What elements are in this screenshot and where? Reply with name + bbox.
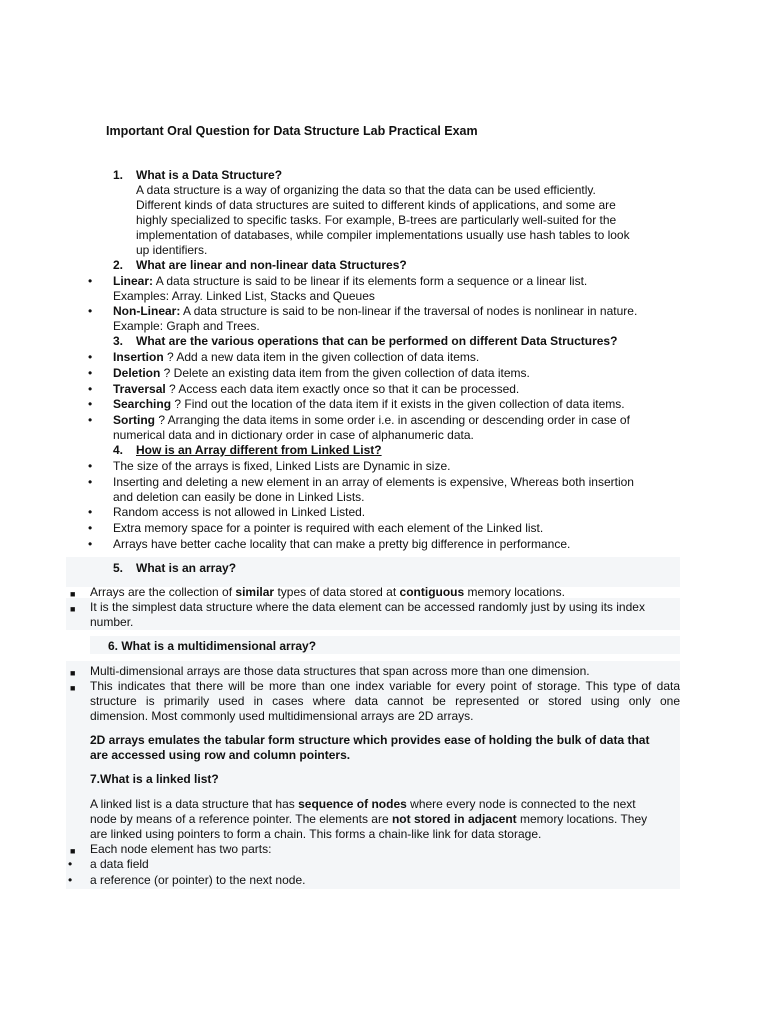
list-item: [113, 350, 683, 365]
bold-term: sequence of nodes: [298, 797, 407, 811]
bullet-dot: •: [88, 521, 93, 535]
bullet-dot: •: [88, 274, 93, 288]
list-item-continuation: dimension. Most commonly used multidimensional arrays are 2D arrays.: [90, 709, 474, 723]
paragraph-line: are linked using pointers to form a chain. This forms a chain-like link for data storage.: [90, 827, 542, 841]
term: Sorting: [113, 413, 155, 427]
bullet-dot: •: [88, 537, 93, 551]
bullet-dot: •: [88, 459, 93, 473]
list-item: [113, 413, 683, 428]
q1-answer-line: implementation of databases, while compiler implementations usually use hash tables to look: [136, 228, 630, 242]
list-item: Extra memory space for a pointer is required with each element of the Linked list.: [113, 521, 544, 535]
bullet-dot: •: [68, 857, 73, 871]
term: Insertion: [113, 350, 164, 364]
bullet-dot: •: [88, 366, 93, 380]
term: Searching: [113, 397, 172, 411]
q2-question: What are linear and non-linear data Structures?: [136, 258, 407, 272]
text: Arrays are the collection of: [90, 585, 236, 599]
list-item-continuation: numerical data and in dictionary order in case of alphanumeric data.: [113, 428, 474, 442]
q7-heading: 7.What is a linked list?: [90, 772, 219, 786]
list-item-continuation: Example: Graph and Trees.: [113, 319, 260, 333]
q3-question: What are the various operations that can be performed on different Data Structures?: [136, 334, 618, 348]
list-item-continuation: number.: [90, 615, 134, 629]
bullet-dot: •: [88, 397, 93, 411]
q4-question-text: How is an Array different from Linked List?: [136, 443, 382, 457]
text: types of data stored at: [274, 585, 400, 599]
square-bullet: ■: [70, 846, 76, 856]
bullet-dot: •: [88, 505, 93, 519]
list-item: [113, 274, 683, 289]
list-item-continuation: Examples: Array. Linked List, Stacks and Queues: [113, 289, 375, 303]
paragraph-line: [90, 812, 680, 827]
text: A linked list is a data structure that has: [90, 797, 299, 811]
q4-number: 4.: [113, 443, 124, 457]
list-item: Inserting and deleting a new element in an array of elements is expensive, Whereas both insertion: [113, 475, 634, 489]
q1-number: 1.: [113, 168, 124, 182]
list-item: Random access is not allowed in Linked Listed.: [113, 505, 366, 519]
bullet-dot: •: [68, 873, 73, 887]
q6-heading: 6. What is a multidimensional array?: [108, 639, 317, 653]
list-item: The size of the arrays is fixed, Linked Lists are Dynamic in size.: [113, 459, 451, 473]
bullet-dot: •: [88, 475, 93, 489]
q2-number: 2.: [113, 258, 124, 272]
list-item-continuation: structure is primarily used in cases where data cannot be represented or stored using only one: [90, 694, 680, 708]
q1-answer-line: Different kinds of data structures are suited to different kinds of applications, and some are: [136, 198, 616, 212]
bullet-dot: •: [88, 350, 93, 364]
item-text: ? Access each data item exactly once so that it can be processed.: [165, 382, 520, 396]
list-item: Arrays have better cache locality that can make a pretty big difference in performance.: [113, 537, 571, 551]
q1-answer-line: up identifiers.: [136, 243, 208, 257]
text: memory locations. They: [516, 812, 648, 826]
item-text: ? Arranging the data items in some order i.e. in ascending or descending order in case of: [155, 413, 630, 427]
square-bullet: ■: [70, 683, 76, 693]
list-item: [113, 397, 683, 412]
term: Non-Linear:: [113, 304, 181, 318]
bold-paragraph-line: 2D arrays emulates the tabular form structure which provides ease of holding the bulk of data that: [90, 733, 650, 747]
q5-number: 5.: [113, 561, 124, 575]
list-item: [90, 585, 680, 600]
item-text: ? Add a new data item in the given collection of data items.: [163, 350, 480, 364]
q5-question: What is an array?: [136, 561, 237, 575]
bold-paragraph-line: are accessed using row and column pointers.: [90, 748, 351, 762]
list-item: [113, 382, 683, 397]
text: where every node is connected to the next: [406, 797, 636, 811]
bold-term: similar: [235, 585, 275, 599]
q4-question: [136, 443, 382, 458]
list-item-continuation: and deletion can easily be done in Linked Lists.: [113, 490, 365, 504]
bullet-dot: •: [88, 382, 93, 396]
bold-term: not stored in adjacent: [391, 812, 517, 826]
item-text: ? Find out the location of the data item if it exists in the given collection of data items.: [171, 397, 625, 411]
square-bullet: ■: [70, 604, 76, 614]
list-item: [113, 366, 683, 381]
square-bullet: ■: [70, 589, 76, 599]
list-item: a reference (or pointer) to the next node.: [90, 873, 306, 887]
list-item: a data field: [90, 857, 149, 871]
bold-term: contiguous: [399, 585, 465, 599]
q1-answer-line: highly specialized to specific tasks. For example, B-trees are particularly well-suited for the: [136, 213, 617, 227]
list-item: This indicates that there will be more than one index variable for every point of storage. This type of data: [90, 679, 680, 693]
q1-question: What is a Data Structure?: [136, 168, 283, 182]
q1-answer-line: A data structure is a way of organizing the data so that the data can be used efficiently.: [136, 183, 596, 197]
term: Deletion: [113, 366, 161, 380]
paragraph-line: [90, 797, 680, 812]
list-item: Each node element has two parts:: [90, 842, 272, 856]
text: node by means of a reference pointer. The elements are: [90, 812, 392, 826]
list-item: [113, 304, 683, 319]
list-item: Multi-dimensional arrays are those data structures that span across more than one dimension.: [90, 664, 590, 678]
text: memory locations.: [464, 585, 565, 599]
term: Linear:: [113, 274, 154, 288]
bullet-dot: •: [88, 413, 93, 427]
bullet-dot: •: [88, 304, 93, 318]
term: Traversal: [113, 382, 166, 396]
item-text: A data structure is said to be non-linear if the traversal of nodes is nonlinear in nature.: [180, 304, 638, 318]
page-title: Important Oral Question for Data Structure Lab Practical Exam: [106, 124, 478, 138]
item-text: ? Delete an existing data item from the given collection of data items.: [160, 366, 530, 380]
square-bullet: ■: [70, 668, 76, 678]
q3-number: 3.: [113, 334, 124, 348]
item-text: A data structure is said to be linear if its elements form a sequence or a linear list.: [153, 274, 588, 288]
list-item: It is the simplest data structure where the data element can be accessed randomly just by using its index: [90, 600, 645, 614]
